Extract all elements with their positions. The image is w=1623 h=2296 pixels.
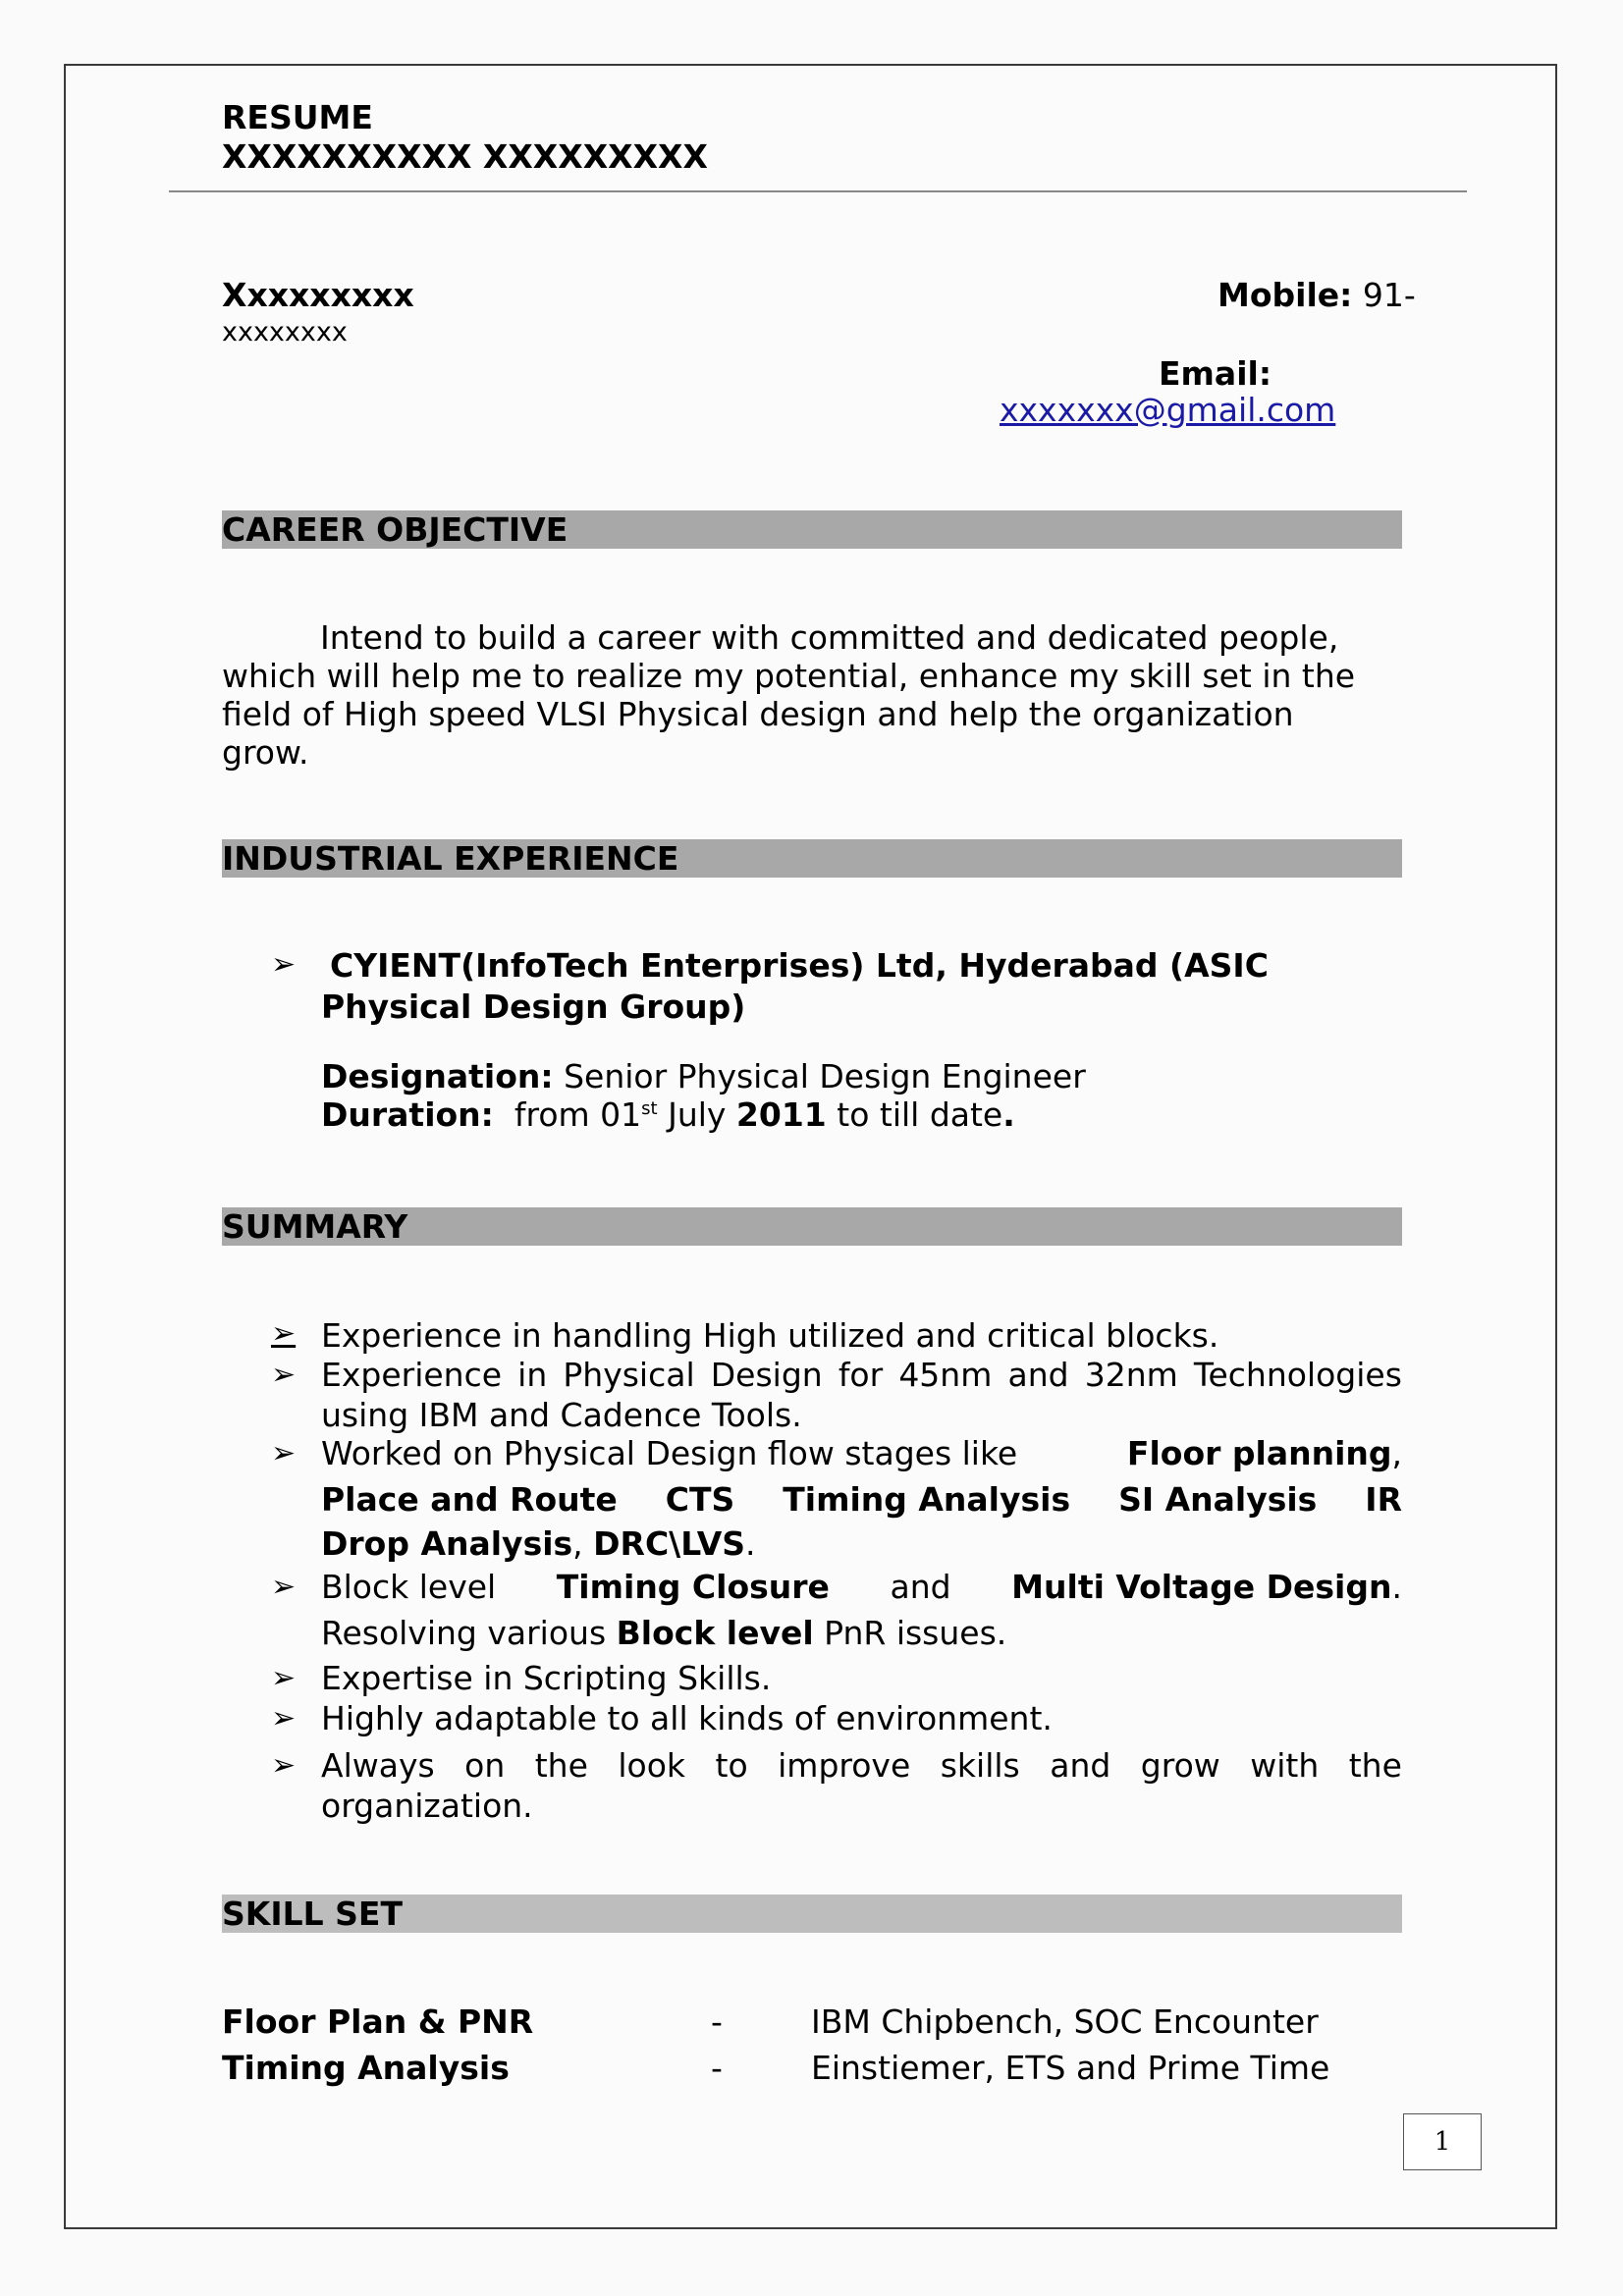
arrow-bullet-icon: ➢ — [271, 1570, 297, 1604]
text-seg: , — [572, 1524, 594, 1563]
mobile-value: 91- — [1362, 276, 1416, 314]
arrow-bullet-icon: ➢ — [271, 1436, 297, 1470]
text-seg: Block level — [321, 1568, 497, 1606]
summary-item-7-line-1 — [321, 1746, 1402, 1785]
section-summary: SUMMARY — [222, 1207, 1402, 1246]
section-skill-set: SKILL SET — [222, 1895, 1402, 1933]
bold-seg: Drop Analysis — [321, 1524, 573, 1563]
header-rule — [169, 190, 1467, 192]
page-number-box — [1403, 2113, 1482, 2170]
summary-item-4-line-2 — [321, 1614, 1402, 1652]
text-seg: . — [1391, 1568, 1402, 1606]
duration-rest: to till date — [826, 1095, 1003, 1134]
word: grow — [1140, 1746, 1220, 1785]
duration-line — [321, 1095, 1015, 1134]
word: Technologies — [1193, 1356, 1402, 1394]
word: Design — [710, 1356, 823, 1394]
word: to — [715, 1746, 748, 1785]
text-seg: , — [1391, 1434, 1402, 1472]
skill-separator: - — [711, 2002, 723, 2041]
word: for — [838, 1356, 884, 1394]
word: 45nm — [898, 1356, 993, 1394]
bold-seg: DRC\LVS — [593, 1524, 746, 1563]
word: Physical — [563, 1356, 695, 1394]
arrow-bullet-icon: ➢ — [271, 947, 297, 982]
email-link[interactable]: xxxxxxx@gmail.com — [1000, 391, 1336, 429]
duration-from: from 01 — [514, 1095, 642, 1134]
word: 32nm — [1084, 1356, 1178, 1394]
page-number: 1 — [1434, 2127, 1451, 2157]
summary-item-5: Expertise in Scripting Skills. — [321, 1659, 772, 1697]
summary-item-4-line-1 — [321, 1568, 1402, 1606]
summary-item-1: Experience in handling High utilized and critical blocks. — [321, 1316, 1219, 1355]
skill-separator: - — [711, 2049, 723, 2087]
summary-item-7-line-2: organization. — [321, 1787, 533, 1825]
mobile-line — [1217, 276, 1416, 314]
objective-line-1: Intend to build a career with committed and dedicated people, — [320, 618, 1339, 657]
objective-line-3: field of High speed VLSI Physical design and help the organization — [222, 695, 1294, 733]
designation-value: Senior Physical Design Engineer — [564, 1057, 1086, 1095]
bold-seg: Timing Closure — [556, 1568, 830, 1606]
arrow-bullet-icon: ➢ — [271, 1316, 297, 1351]
summary-item-3-line-3 — [321, 1524, 1402, 1563]
text-seg: Resolving various — [321, 1614, 617, 1652]
section-industrial-experience: INDUSTRIAL EXPERIENCE — [222, 839, 1402, 878]
word: and — [1050, 1746, 1111, 1785]
section-career-objective: CAREER OBJECTIVE — [222, 510, 1402, 549]
word: and — [1007, 1356, 1069, 1394]
summary-item-4 — [321, 1568, 1402, 1652]
duration-sup: st — [641, 1098, 658, 1119]
designation-line — [321, 1057, 1086, 1095]
duration-label: Duration: — [321, 1095, 494, 1134]
bold-seg: Floor planning — [1126, 1434, 1392, 1472]
duration-month: July — [657, 1095, 736, 1134]
skill-label-timing-analysis: Timing Analysis — [222, 2049, 510, 2087]
word: improve — [778, 1746, 911, 1785]
word: look — [618, 1746, 686, 1785]
text-seg — [1011, 1568, 1402, 1606]
contact-name: Xxxxxxxxx — [222, 276, 414, 314]
summary-item-2-line-2: using IBM and Cadence Tools. — [321, 1396, 802, 1434]
text-seg: and — [890, 1568, 951, 1606]
designation-label: Designation: — [321, 1057, 554, 1095]
duration-period: . — [1002, 1095, 1015, 1134]
word: with — [1250, 1746, 1320, 1785]
resume-heading: RESUME — [222, 98, 373, 136]
word: Always — [321, 1746, 435, 1785]
summary-item-2-line-1 — [321, 1356, 1402, 1394]
arrow-bullet-icon: ➢ — [271, 1661, 297, 1695]
word: the — [1348, 1746, 1402, 1785]
skill-value-timing-analysis: Einstiemer, ETS and Prime Time — [811, 2049, 1330, 2087]
contact-subtext: xxxxxxxx — [222, 317, 348, 347]
arrow-bullet-icon: ➢ — [271, 1748, 297, 1783]
arrow-bullet-icon: ➢ — [271, 1701, 297, 1735]
duration-year: 2011 — [735, 1095, 827, 1134]
summary-item-6: Highly adaptable to all kinds of environment. — [321, 1699, 1053, 1737]
email-label: Email: — [1159, 354, 1272, 393]
summary-item-3 — [321, 1434, 1402, 1563]
bold-seg: Block level — [616, 1614, 814, 1652]
mobile-label: Mobile: — [1217, 276, 1353, 314]
word: in — [517, 1356, 548, 1394]
text-seg: Worked on Physical Design flow stages like — [321, 1434, 1018, 1472]
skill-value-floor-plan: IBM Chipbench, SOC Encounter — [811, 2002, 1319, 2041]
summary-item-3-line-1 — [321, 1434, 1402, 1472]
bold-seg: Place and Route — [321, 1480, 618, 1519]
bold-seg: SI Analysis — [1118, 1480, 1318, 1519]
bold-seg: CTS — [665, 1480, 735, 1519]
word: on — [464, 1746, 506, 1785]
skill-label-floor-plan: Floor Plan & PNR — [222, 2002, 534, 2041]
arrow-bullet-icon: ➢ — [271, 1358, 297, 1392]
summary-item-2 — [321, 1356, 1402, 1434]
objective-line-2: which will help me to realize my potential, enhance my skill set in the — [222, 657, 1356, 695]
summary-item-3-line-2 — [321, 1480, 1402, 1519]
objective-line-4: grow. — [222, 733, 309, 772]
bold-seg: Timing Analysis — [783, 1480, 1071, 1519]
text-seg — [1127, 1434, 1402, 1472]
word: skills — [940, 1746, 1020, 1785]
summary-item-7 — [321, 1746, 1402, 1825]
text-seg: PnR issues. — [813, 1614, 1007, 1652]
bold-seg: Multi Voltage Design — [1011, 1568, 1392, 1606]
career-objective-text — [222, 618, 1402, 772]
text-seg: . — [745, 1524, 756, 1563]
word: Experience — [321, 1356, 503, 1394]
bold-seg: IR — [1365, 1480, 1402, 1519]
resume-name-heading: XXXXXXXXXX XXXXXXXXX — [222, 137, 708, 176]
text-seg — [321, 1434, 1017, 1472]
word: the — [534, 1746, 588, 1785]
company-line-1: CYIENT(InfoTech Enterprises) Ltd, Hyderabad (ASIC — [330, 946, 1269, 985]
company-line-2: Physical Design Group) — [321, 988, 746, 1026]
